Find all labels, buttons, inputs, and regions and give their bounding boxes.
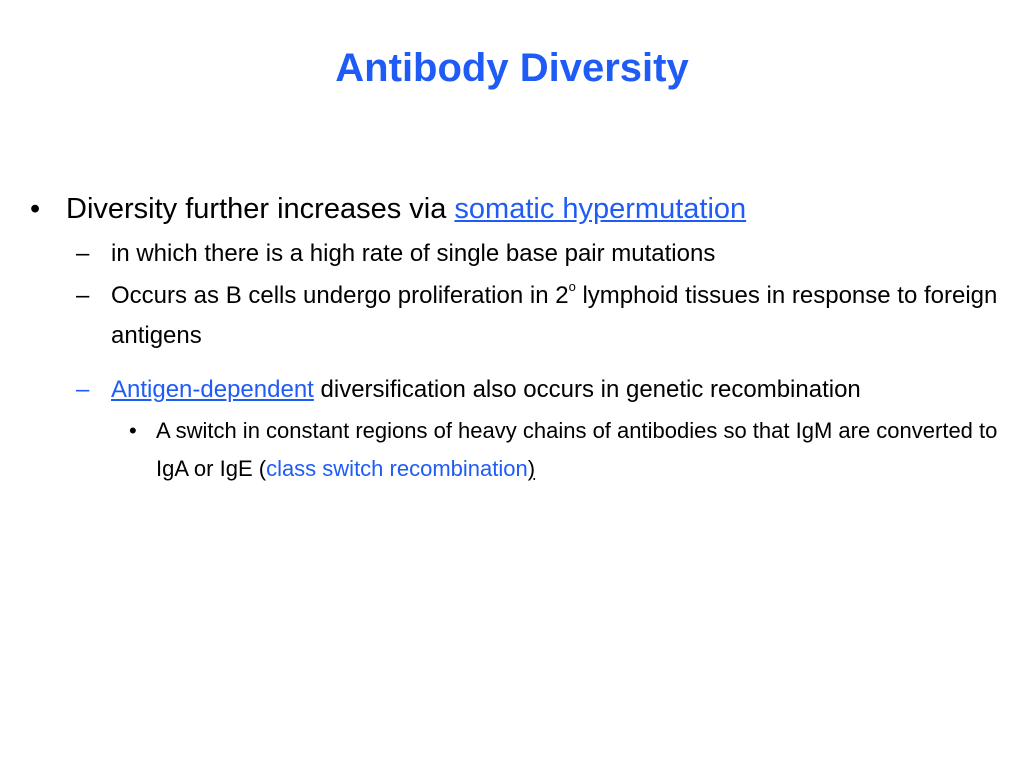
somatic-hypermutation-link[interactable]: somatic hypermutation <box>454 193 747 225</box>
sub-bullet-text: diversification also occurs in genetic recombination <box>313 376 861 403</box>
closing-paren: ) <box>527 456 536 481</box>
sub-bullet-antigen-dependent <box>30 370 1005 410</box>
sub-bullet-text-before: Occurs as B cells undergo proliferation in 2 <box>111 282 569 309</box>
class-switch-recombination-text: class switch recombination <box>266 456 528 481</box>
dash-marker: – <box>76 240 90 267</box>
dash-marker: – <box>76 376 90 403</box>
superscript-o: o <box>568 279 576 294</box>
sub-sub-bullet-class-switch <box>30 412 1005 488</box>
slide-title: Antibody Diversity <box>335 46 689 90</box>
bullet-text: Diversity further increases via <box>66 193 455 225</box>
bullet-somatic-hypermutation <box>30 186 1005 232</box>
sub-sub-bullet-text: A switch in constant regions of heavy chains of antibodies so that IgM are converted to IgA or IgE ( <box>156 418 998 481</box>
sub-bullet-text-after: lymphoid tissues in response to foreign antigens <box>111 282 998 349</box>
slide-body <box>30 186 1005 488</box>
sub-bullet-text: in which there is a high rate of single base pair mutations <box>111 240 716 267</box>
antigen-dependent-link[interactable]: Antigen-dependent <box>111 376 314 403</box>
sub-bullet-proliferation <box>30 276 1005 356</box>
dash-marker: – <box>76 282 90 309</box>
bullet-marker: • <box>129 418 137 443</box>
sub-bullet-mutation-rate <box>30 234 1005 274</box>
bullet-marker: • <box>30 193 41 225</box>
